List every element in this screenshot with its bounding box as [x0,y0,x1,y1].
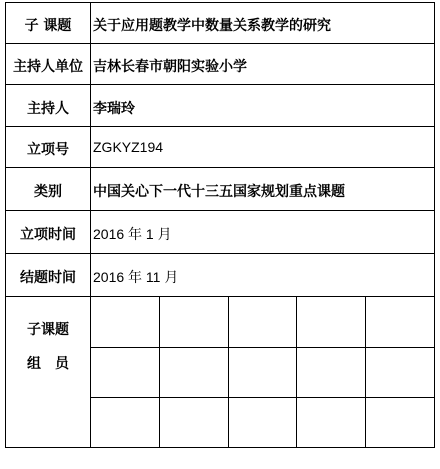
row-separator [6,84,434,85]
row-separator [6,253,434,254]
member-grid-line [91,397,434,398]
host-label: 主持人 [27,101,69,117]
row-separator [6,43,434,44]
member-grid-line [228,297,229,447]
category-label: 类别 [34,184,62,200]
completion-date-label: 结题时间 [20,270,76,286]
approval-date-label: 立项时间 [20,227,76,243]
subproject-value: 关于应用题教学中数量关系教学的研究 [93,18,331,34]
member-grid-line [296,297,297,447]
label-column-divider [90,3,91,447]
row-separator [6,126,434,127]
row-separator [6,167,434,168]
category-value: 中国关心下一代十三五国家规划重点课题 [93,184,345,200]
project-number-label: 立项号 [27,142,69,158]
host-value: 李瑞玲 [93,101,135,117]
project-number-value: ZGKYZ194 [93,139,164,155]
members-label-line1: 子课题 [27,322,69,338]
subproject-label: 子 课题 [24,18,72,34]
row-separator [6,210,434,211]
row-separator [6,296,434,297]
host-unit-label: 主持人单位 [13,59,83,75]
host-unit-value: 吉林长春市朝阳实验小学 [93,59,247,75]
member-grid-line [365,297,366,447]
approval-date-value: 2016 年 1 月 [93,226,172,242]
completion-date-value: 2016 年 11 月 [93,269,179,285]
project-info-table [5,2,435,448]
members-label-line2: 组 员 [27,356,69,372]
member-grid-line [159,297,160,447]
member-grid-line [91,347,434,348]
